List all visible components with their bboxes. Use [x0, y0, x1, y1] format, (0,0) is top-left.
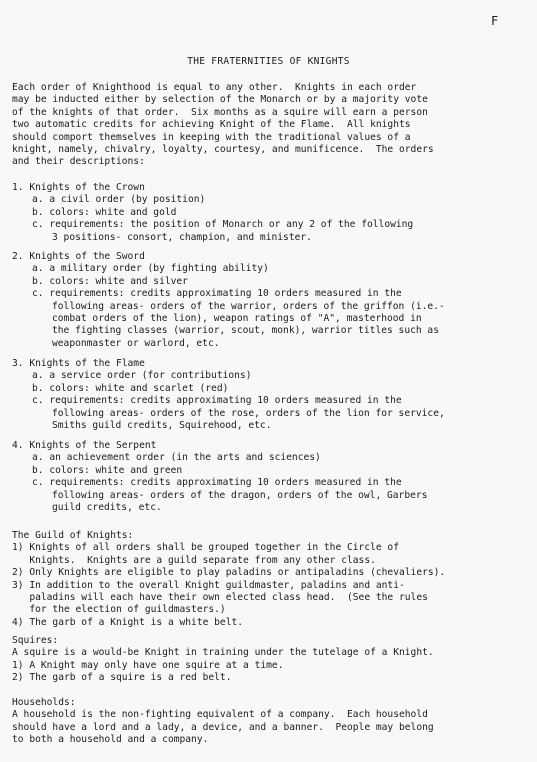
order-heading: 4. Knights of the Serpent	[12, 440, 157, 451]
order-item: a. a military order (by fighting ability)	[32, 263, 269, 275]
order-item: following areas- orders of the dragon, orders of the owl, Garbers	[52, 489, 428, 501]
order-item: a. an achievement order (in the arts and sciences)	[32, 452, 321, 464]
order-item: combat orders of the lion), weapon ratings of "A", masterhood in	[52, 313, 422, 324]
intro-line: Each order of Knighthood is equal to any other. Knights in each order	[12, 82, 417, 93]
intro-line: and their descriptions:	[12, 156, 145, 168]
section-heading: The Guild of Knights:	[12, 530, 134, 541]
section-heading: Squires:	[12, 635, 59, 646]
intro-line: should comport themselves in keeping with the traditional values of a	[12, 131, 411, 143]
squire-rule: 2) The garb of a squire is a red belt.	[12, 672, 232, 684]
intro-line: may be inducted either by selection of the Monarch or by a majority vote	[12, 94, 428, 106]
order-heading: 1. Knights of the Crown	[12, 182, 145, 193]
guild-rule: 3) In addition to the overall Knight guildmaster, paladins and anti-	[12, 579, 405, 591]
guild-rule: Knights. Knights are a guild separate from any other class.	[12, 554, 376, 566]
order-item: c. requirements: credits approximating 10 orders measured in the	[32, 477, 402, 489]
order-item: b. colors: white and green	[32, 464, 183, 476]
squire-rule: 1) A Knight may only have one squire at a time.	[12, 659, 284, 671]
order-heading: 3. Knights of the Flame	[12, 358, 145, 369]
order-item: Smiths guild credits, Squirehood, etc.	[52, 420, 272, 431]
guild-rule: 4) The garb of a Knight is a white belt.	[12, 616, 244, 628]
page-corner-letter: F	[491, 14, 499, 28]
order-item: following areas- orders of the rose, orders of the lion for service,	[52, 407, 445, 419]
squire-rule: A squire is a would-be Knight in training under the tutelage of a Knight.	[12, 647, 434, 659]
household-text: should have a lord and a lady, a device, and a banner. People may belong	[12, 721, 434, 733]
order-item: b. colors: white and scarlet (red)	[32, 382, 229, 394]
document-title: THE FRATERNITIES OF KNIGHTS	[187, 56, 350, 67]
intro-line: of the knights of that order. Six months as a squire will earn a person	[12, 106, 428, 118]
order-item: the fighting classes (warrior, scout, monk), warrior titles such as	[52, 325, 439, 337]
guild-rule: paladins will each have their own elected class head. (See the rules	[12, 592, 428, 603]
guild-rule: 2) Only Knights are eligible to play paladins or antipaladins (chevaliers).	[12, 567, 446, 579]
order-item: c. requirements: credits approximating 10 orders measured in the	[32, 395, 402, 407]
order-item: a. a civil order (by position)	[32, 194, 206, 206]
guild-rule: 1) Knights of all orders shall be grouped together in the Circle of	[12, 542, 399, 554]
household-text: to both a household and a company.	[12, 734, 209, 746]
order-item: c. requirements: the position of Monarch or any 2 of the following	[32, 219, 414, 231]
order-heading: 2. Knights of the Sword	[12, 251, 145, 262]
intro-line: two automatic credits for achieving Knight of the Flame. All knights	[12, 119, 411, 131]
guild-rule: for the election of guildmasters.)	[12, 604, 226, 616]
household-text: A household is the non-fighting equivalent of a company. Each household	[12, 709, 428, 721]
intro-line: knight, namely, chivalry, loyalty, courtesy, and munificence. The orders	[12, 144, 434, 155]
section-heading: Households:	[12, 697, 76, 708]
order-item: guild credits, etc.	[52, 502, 162, 513]
order-item: b. colors: white and silver	[32, 275, 188, 287]
order-item: 3 positions- consort, champion, and minister.	[52, 231, 312, 243]
order-item: c. requirements: credits approximating 10 orders measured in the	[32, 288, 402, 300]
order-item: a. a service order (for contributions)	[32, 370, 252, 382]
order-item: weaponmaster or warlord, etc.	[52, 337, 220, 349]
order-item: b. colors: white and gold	[32, 206, 177, 218]
order-item: following areas- orders of the warrior, orders of the griffon (i.e.-	[52, 300, 445, 312]
